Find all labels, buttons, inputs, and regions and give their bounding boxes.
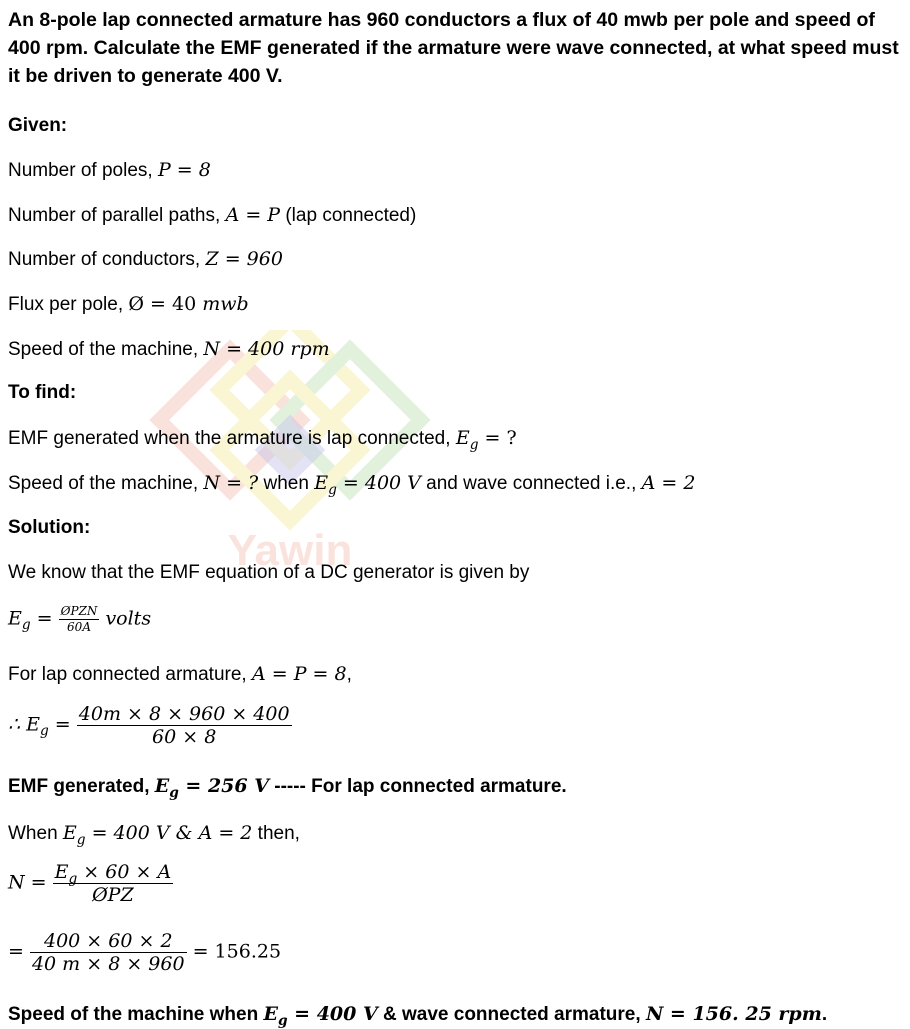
speed-formula: N = $\frac{E_g \times 60 \times A}{\text{ØPZ}}$ [8, 861, 172, 906]
when-line: When $E_g = 400$ V & A = 2 then, [8, 822, 300, 848]
given-conductors: Number of conductors, Z = 960 [8, 248, 283, 270]
given-heading: Given: [8, 115, 68, 136]
emf-calculation-fraction: $\frac{40m \times 8 \times 960 \times 400}{60 \times 8}$ [78, 703, 290, 748]
lap-connected-line: For lap connected armature, A = P = 8, [8, 663, 352, 685]
given-speed: Speed of the machine, N = 400 rpm [8, 338, 330, 360]
solution-heading: Solution: [8, 517, 91, 538]
watermark-logo [140, 330, 440, 580]
solution-intro: We know that the EMF equation of a DC generator is given by [8, 562, 530, 583]
given-paths: Number of parallel paths, A = P (lap connected) [8, 204, 417, 226]
speed-calculation-fraction: $\frac{400 \times 60 \times 2}{40 m \times 8 \times 960}$ [31, 930, 185, 975]
emf-equation-fraction: $\frac{\text{ØPZN}}{60A}$ [60, 604, 98, 634]
question-text: An 8-pole lap connected armature has 960 conductors a flux of 40 mwb per pole and speed of 400 rpm. Calculate the EMF generated if the armature were wave connected, at what speed must it be driven to generate 400 V. [8, 9, 899, 87]
speed-calculation: = $\frac{400 \times 60 \times 2}{40 m \times 8 \times 960}$ = 156.25 [8, 930, 282, 975]
emf-equation: $E_g$ = $\frac{\text{ØPZN}}{60A}$ volts [8, 604, 152, 634]
watermark-text: Yawin [227, 526, 353, 575]
tofind-emf: EMF generated when the armature is lap connected, $E_g$ = ? [8, 427, 517, 453]
given-poles: Number of poles, P = 8 [8, 159, 211, 181]
emf-calculation: ∴ $E_g$ = $\frac{40m \times 8 \times 960 \times 400}{60 \times 8}$ [8, 703, 290, 748]
tofind-speed: Speed of the machine, N = ? when $E_g = 400$ V and wave connected i.e., A = 2 [8, 472, 696, 498]
given-flux: Flux per pole, Ø = 40 mwb [8, 293, 249, 315]
final-result: Speed of the machine when $E_g = 400$ V & wave connected armature, N = 156. 25 rpm. [8, 1003, 828, 1029]
speed-formula-fraction: $\frac{E_g \times 60 \times A}{\text{ØPZ}}$ [54, 861, 172, 906]
emf-result: EMF generated, $E_g = 256$ V ----- For lap connected armature. [8, 775, 567, 801]
tofind-heading: To find: [8, 382, 77, 403]
